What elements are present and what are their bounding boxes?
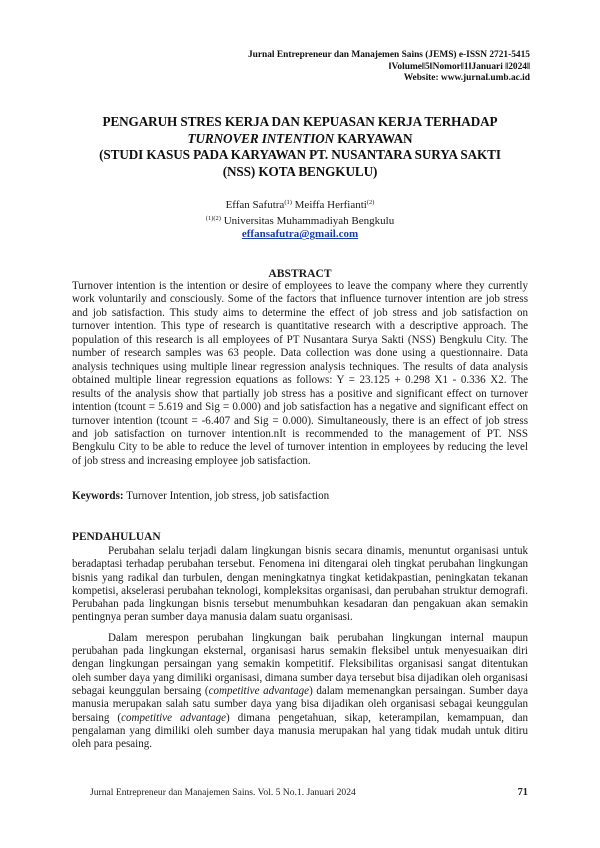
author-names xyxy=(60,196,540,212)
journal-volume-issue: ‖Volume‖5‖Nomor‖1‖Januari ‖2024‖ xyxy=(388,61,530,72)
paragraph-2-part-a: Dalam merespon perubahan lingkungan baik perubahan lingkungan internal maupun perubahan pada lingkungan eksternal, organisasi harus semakin fleksibel untuk menyesuaikan diri dengan lingkungan persaingan yang semakin kompetitif. Fleksibilitas organisasi sangat ditentukan oleh sumber daya yang dimiliki organisasi, dimana sumber daya tersebut bisa dijadikan oleh organisasi sebagai keunggulan bersaing ( xyxy=(72,631,528,697)
affiliation xyxy=(60,212,540,228)
affiliation-marker: (1)(2) xyxy=(205,215,221,223)
abstract-text: Turnover intention is the intention or desire of employees to leave the company where they currently work voluntarily and consciously. Some of the factors that influence turnover intention are job stress and job satisfaction. This study aims to determine the effect of job stress and job satisfaction on turnover intention. This type of research is quantitative research with a descriptive approach. The population of this research is all employees of PT Nusantara Surya Sakti (NSS) Bengkulu City. The number of research samples was 63 people. Data collection was done using a questionnaire. Data analysis techniques using multiple linear regression analysis techniques. The results of data analysis obtained multiple linear regression equations as follows: Y = 23.125 + 0.298 X1 - 0.336 X2. The results of the analysis show that partially job stress has a positive and significant effect on turnover intention (tcount = 5.619 and Sig = 0.000) and job satisfaction has a negative and significant effect on turnover intention (tcount = -6.407 and Sig = 0.000). Simultaneously, there is an effect of job stress and job satisfaction on turnover intention.nIt is recommended to the management of PT. NSS Bengkulu City to be able to reduce the level of turnover intention in employees by reducing the level of job stress and increasing employee job satisfaction. xyxy=(72,280,528,467)
journal-name-issn: Jurnal Entrepreneur dan Manajemen Sains (JEMS) e-ISSN 2721-5415 xyxy=(247,50,530,60)
abstract-heading: ABSTRACT xyxy=(268,267,332,280)
keywords xyxy=(72,490,528,503)
affiliation-name: Universitas Muhammadiyah Bengkulu xyxy=(220,215,395,228)
journal-header xyxy=(248,50,530,85)
author-email-link[interactable]: effansafutra@gmail.com xyxy=(241,228,359,241)
author-2: Meiffa Herfianti xyxy=(291,199,367,211)
author-1: Effan Safutra xyxy=(225,199,285,211)
journal-website: Website: www.jurnal.umb.ac.id xyxy=(403,73,530,84)
italic-term: competitive advantage xyxy=(208,684,310,697)
author-block xyxy=(60,196,540,242)
paragraph-2-part-c: ) dimana pengetahuan, sikap, keterampilan, kemampuan, dan pengalaman yang dimiliki oleh sumber daya manusia merupakan hal yang tidak mudah untuk ditiru oleh para pesaing. xyxy=(72,711,528,751)
keywords-label: Keywords: xyxy=(72,490,124,502)
author-2-marker: (2) xyxy=(366,199,375,206)
paragraph-1: Perubahan selalu terjadi dalam lingkungan bisnis secara dinamis, menuntut organisasi untuk beradaptasi terhadap perubahan tersebut. Fenomena ini ditengarai oleh tingkat perubahan lingkungan bisnis yang radikal dan turbulen, dengan meningkatnya tingkat ketidakpastian, peningkatan tekanan kompetisi, akselerasi perubahan teknologi, kompleksitas organisasi, dan perubahan struktur demografi. Perubahan pada lingkungan bisnis tersebut menumbuhkan kesadaran dan pengakuan akan semakin pentingnya peran sumber daya manusia dalam suatu organisasi. xyxy=(72,545,528,624)
page-number: 71 xyxy=(517,787,528,798)
author-1-marker: (1) xyxy=(284,199,292,206)
paragraph-2-part-b: ) dalam memenangkan persaingan. Sumber daya manusia merupakan salah satu sumber daya yang bisa dijadikan oleh organisasi sebagai keunggulan bersaing ( xyxy=(72,684,528,724)
title-italic-term: TURNOVER INTENTION xyxy=(187,130,335,146)
title-line-2-rest: KARYAWAN xyxy=(334,130,413,146)
section-heading-pendahuluan: PENDAHULUAN xyxy=(72,531,161,543)
italic-term: competitive advantage xyxy=(121,711,227,724)
title-line-1: PENGARUH STRES KERJA DAN KEPUASAN KERJA TERHADAP xyxy=(102,114,498,129)
title-line-4: (NSS) KOTA BENGKULU) xyxy=(222,163,378,179)
keywords-list: Turnover Intention, job stress, job satisfaction xyxy=(123,490,330,502)
title-line-2 xyxy=(60,131,540,148)
paper-title xyxy=(60,114,540,180)
footer-journal-citation: Jurnal Entrepreneur dan Manajemen Sains. Vol. 5 No.1. Januari 2024 xyxy=(90,787,356,798)
title-line-3: (STUDI KASUS PADA KARYAWAN PT. NUSANTARA SURYA SAKTI xyxy=(99,147,501,163)
section-body xyxy=(72,545,528,751)
page-footer xyxy=(90,787,528,798)
paragraph-2 xyxy=(72,632,528,752)
